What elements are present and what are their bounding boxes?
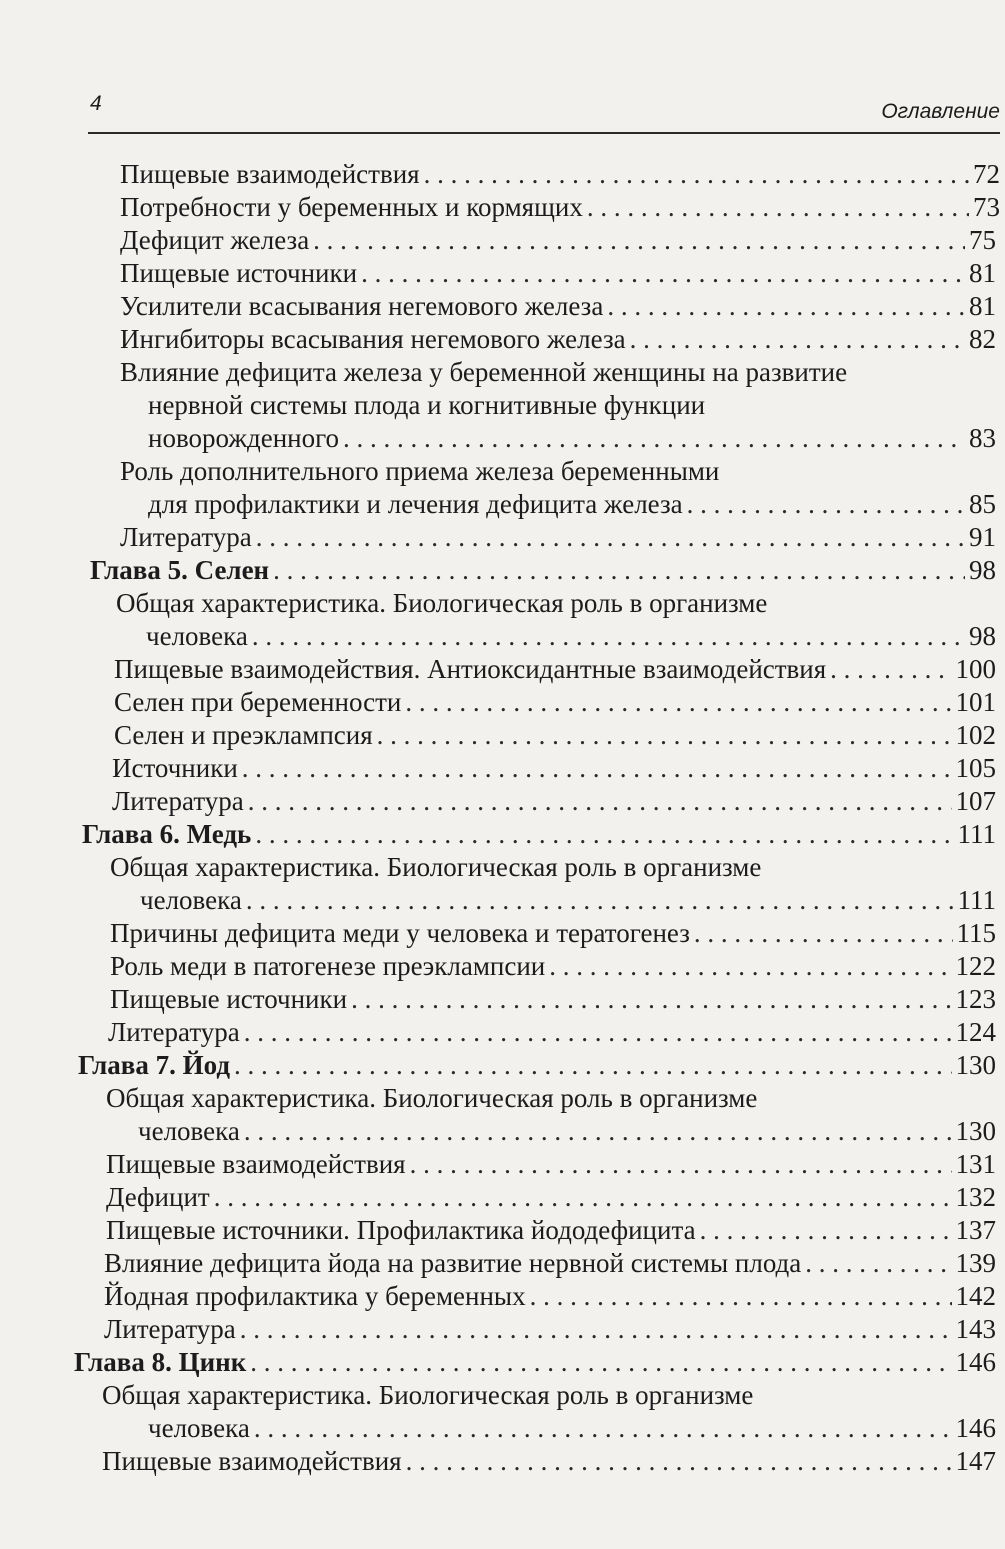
- toc-entry-title: Общая характеристика. Биологическая роль в организме: [106, 1083, 758, 1113]
- toc-leader-dots: [406, 1445, 952, 1478]
- toc-entry: [110, 950, 996, 983]
- toc-entry-title: Пищевые источники: [120, 258, 358, 288]
- toc-entry-title: Источники: [112, 753, 238, 783]
- toc-entry: [110, 917, 996, 950]
- toc-entry-title: Роль дополнительного приема железа беременными: [120, 456, 720, 486]
- toc-entry: [140, 884, 996, 917]
- toc-leader-dots: [424, 158, 969, 191]
- toc-entry-line1: [102, 1379, 996, 1412]
- toc-entry-title: Пищевые источники. Профилактика йододефицита: [106, 1215, 696, 1245]
- toc-entry-title: Литература: [120, 522, 252, 552]
- toc-entry-title: человека: [148, 1413, 250, 1443]
- toc-entry-title: Влияние дефицита железа у беременной женщины на развитие: [120, 357, 848, 387]
- section-title: Оглавление: [881, 100, 1000, 123]
- toc-entry-page: 82: [969, 324, 996, 354]
- toc-entry-page: 130: [955, 1116, 996, 1146]
- toc-entry-title: Пищевые источники: [110, 984, 348, 1014]
- toc-leader-dots: [254, 1412, 952, 1445]
- toc-entry: [112, 785, 996, 818]
- toc-leader-dots: [630, 323, 965, 356]
- toc-entry-line1: [116, 587, 996, 620]
- toc-entry-page: 101: [955, 687, 996, 717]
- toc-entry-title: человека: [140, 885, 242, 915]
- toc-chapter-title: Глава 7. Йод: [78, 1050, 230, 1080]
- toc-entry-page: 72: [973, 159, 1000, 189]
- toc-entry-page: 111: [957, 819, 996, 849]
- toc-entry-title: Причины дефицита меди у человека и тератогенез: [110, 918, 690, 948]
- toc-entry-title: Общая характеристика. Биологическая роль в организме: [116, 588, 768, 618]
- toc-entry: [120, 290, 996, 323]
- toc-entry-title: Селен при беременности: [114, 687, 402, 717]
- toc-entry-title: человека: [146, 621, 248, 651]
- toc-entry-title: Общая характеристика. Биологическая роль в организме: [110, 852, 762, 882]
- toc-entry: [120, 521, 996, 554]
- toc-entry: [102, 1445, 996, 1478]
- toc-entry-page: 91: [969, 522, 996, 552]
- toc-entry: [120, 257, 996, 290]
- toc-entry-page: 100: [955, 654, 996, 684]
- toc-entry-line1: [120, 455, 996, 488]
- toc-entry-title: Литература: [104, 1314, 236, 1344]
- toc-leader-dots: [343, 422, 965, 455]
- toc-entry-page: 107: [955, 786, 996, 816]
- toc-entry-title: Йодная профилактика у беременных: [104, 1281, 526, 1311]
- toc-chapter-title: Глава 5. Селен: [90, 555, 270, 585]
- toc-entry-page: 132: [955, 1182, 996, 1212]
- toc-leader-dots: [351, 983, 951, 1016]
- toc-leader-dots: [549, 950, 951, 983]
- toc-entry-title: Роль меди в патогенезе преэклампсии: [110, 951, 546, 981]
- toc-entry: [138, 1115, 996, 1148]
- toc-entry: [120, 224, 996, 257]
- toc-leader-dots: [234, 1049, 952, 1082]
- toc-entry-page: 105: [955, 753, 996, 783]
- toc-entry: [106, 1214, 996, 1247]
- toc-leader-dots: [700, 1214, 952, 1247]
- toc-entry-page: 81: [969, 291, 996, 321]
- toc-entry: [148, 488, 996, 521]
- toc-entry-page: 98: [969, 555, 996, 585]
- toc-entry: [110, 983, 996, 1016]
- toc-entry: [106, 1148, 996, 1181]
- toc-entry: [120, 191, 1000, 224]
- toc-entry-page: 137: [955, 1215, 996, 1245]
- toc-leader-dots: [244, 1016, 952, 1049]
- toc-entry: [104, 1247, 996, 1280]
- toc-chapter: [74, 1346, 996, 1379]
- toc-leader-dots: [313, 224, 965, 257]
- toc-entry-page: 130: [955, 1050, 996, 1080]
- toc-leader-dots: [214, 1181, 952, 1214]
- toc-entry-title: Литература: [112, 786, 244, 816]
- toc-entry: [114, 653, 996, 686]
- toc-entry: [120, 323, 996, 356]
- toc-leader-dots: [410, 1148, 952, 1181]
- toc-leader-dots: [240, 1313, 952, 1346]
- toc-entry: [106, 1181, 996, 1214]
- toc-chapter-title: Глава 6. Медь: [82, 819, 252, 849]
- toc-leader-dots: [250, 1346, 951, 1379]
- toc-leader-dots: [530, 1280, 952, 1313]
- toc-entry-page: 146: [955, 1347, 996, 1377]
- toc-entry: [148, 422, 996, 455]
- toc-entry-page: 139: [955, 1248, 996, 1278]
- toc-entry-title: Ингибиторы всасывания негемового железа: [120, 324, 626, 354]
- toc-entry: [148, 1412, 996, 1445]
- toc-entry-page: 85: [969, 489, 996, 519]
- toc-entry: [108, 1016, 996, 1049]
- toc-entry-page: 143: [955, 1314, 996, 1344]
- toc-leader-dots: [256, 521, 965, 554]
- toc-entry-page: 115: [956, 918, 996, 948]
- toc-entry-title: Селен и преэклампсия: [114, 720, 373, 750]
- toc-entry-title: Пищевые взаимодействия. Антиоксидантные взаимодействия: [114, 654, 827, 684]
- toc-entry-title: для профилактики и лечения дефицита железа: [148, 489, 683, 519]
- toc-leader-dots: [607, 290, 965, 323]
- toc-entry-title: новорожденного: [148, 423, 340, 453]
- toc-entry-line2: [148, 389, 996, 422]
- toc-leader-dots: [361, 257, 965, 290]
- toc-entry-page: 147: [955, 1446, 996, 1476]
- toc-leader-dots: [244, 1115, 952, 1148]
- toc-leader-dots: [830, 653, 951, 686]
- toc-entry: [104, 1280, 996, 1313]
- toc-chapter-title: Глава 8. Цинк: [74, 1347, 247, 1377]
- toc-entry-page: 122: [955, 951, 996, 981]
- toc-entry-page: 111: [957, 885, 996, 915]
- toc-leader-dots: [694, 917, 953, 950]
- toc-entry-page: 102: [955, 720, 996, 750]
- toc-entry: [114, 686, 996, 719]
- toc-chapter: [90, 554, 996, 587]
- toc-entry-title: Дефицит железа: [120, 225, 310, 255]
- toc-entry-title: Потребности у беременных и кормящих: [120, 192, 583, 222]
- toc-entry-line1: [110, 851, 996, 884]
- page-header: [88, 92, 1000, 134]
- toc-leader-dots: [242, 752, 952, 785]
- toc-leader-dots: [805, 1247, 951, 1280]
- toc-entry: [112, 752, 996, 785]
- toc-entry-line1: [120, 356, 996, 389]
- toc-entry-title: Дефицит: [106, 1182, 210, 1212]
- toc-leader-dots: [405, 686, 951, 719]
- toc-entry-line1: [106, 1082, 996, 1115]
- toc-entry-title: Пищевые взаимодействия: [120, 159, 420, 189]
- toc-entry-page: 146: [955, 1413, 996, 1443]
- toc-leader-dots: [248, 785, 952, 818]
- toc-entry-page: 98: [969, 621, 996, 651]
- toc-entry-title: Влияние дефицита йода на развитие нервной системы плода: [104, 1248, 802, 1278]
- toc-entry-page: 123: [955, 984, 996, 1014]
- toc-entry-title: Пищевые взаимодействия: [106, 1149, 406, 1179]
- toc-entry: [120, 158, 1000, 191]
- toc-entry: [146, 620, 996, 653]
- toc-leader-dots: [273, 554, 965, 587]
- toc-chapter: [78, 1049, 996, 1082]
- page-number: 4: [90, 92, 102, 115]
- toc-entry-page: 131: [955, 1149, 996, 1179]
- toc-leader-dots: [587, 191, 969, 224]
- toc-entry-page: 83: [969, 423, 996, 453]
- toc-entry-title: Общая характеристика. Биологическая роль в организме: [102, 1380, 754, 1410]
- toc-chapter: [82, 818, 996, 851]
- toc-leader-dots: [252, 620, 965, 653]
- toc-entry-page: 75: [969, 225, 996, 255]
- toc-entry-title: Литература: [108, 1017, 240, 1047]
- toc-entry: [114, 719, 996, 752]
- toc-entry-title: Пищевые взаимодействия: [102, 1446, 402, 1476]
- toc-entry-page: 73: [973, 192, 1000, 222]
- toc-entry-title: человека: [138, 1116, 240, 1146]
- toc-entry-title: Усилители всасывания негемового железа: [120, 291, 604, 321]
- toc-leader-dots: [377, 719, 952, 752]
- toc-entry-page: 142: [955, 1281, 996, 1311]
- toc-entry: [104, 1313, 996, 1346]
- toc-entry-page: 81: [969, 258, 996, 288]
- toc-entry-title: нервной системы плода и когнитивные функции: [148, 390, 706, 420]
- toc-leader-dots: [255, 818, 953, 851]
- toc-entry-page: 124: [955, 1017, 996, 1047]
- toc-leader-dots: [687, 488, 965, 521]
- toc-leader-dots: [246, 884, 954, 917]
